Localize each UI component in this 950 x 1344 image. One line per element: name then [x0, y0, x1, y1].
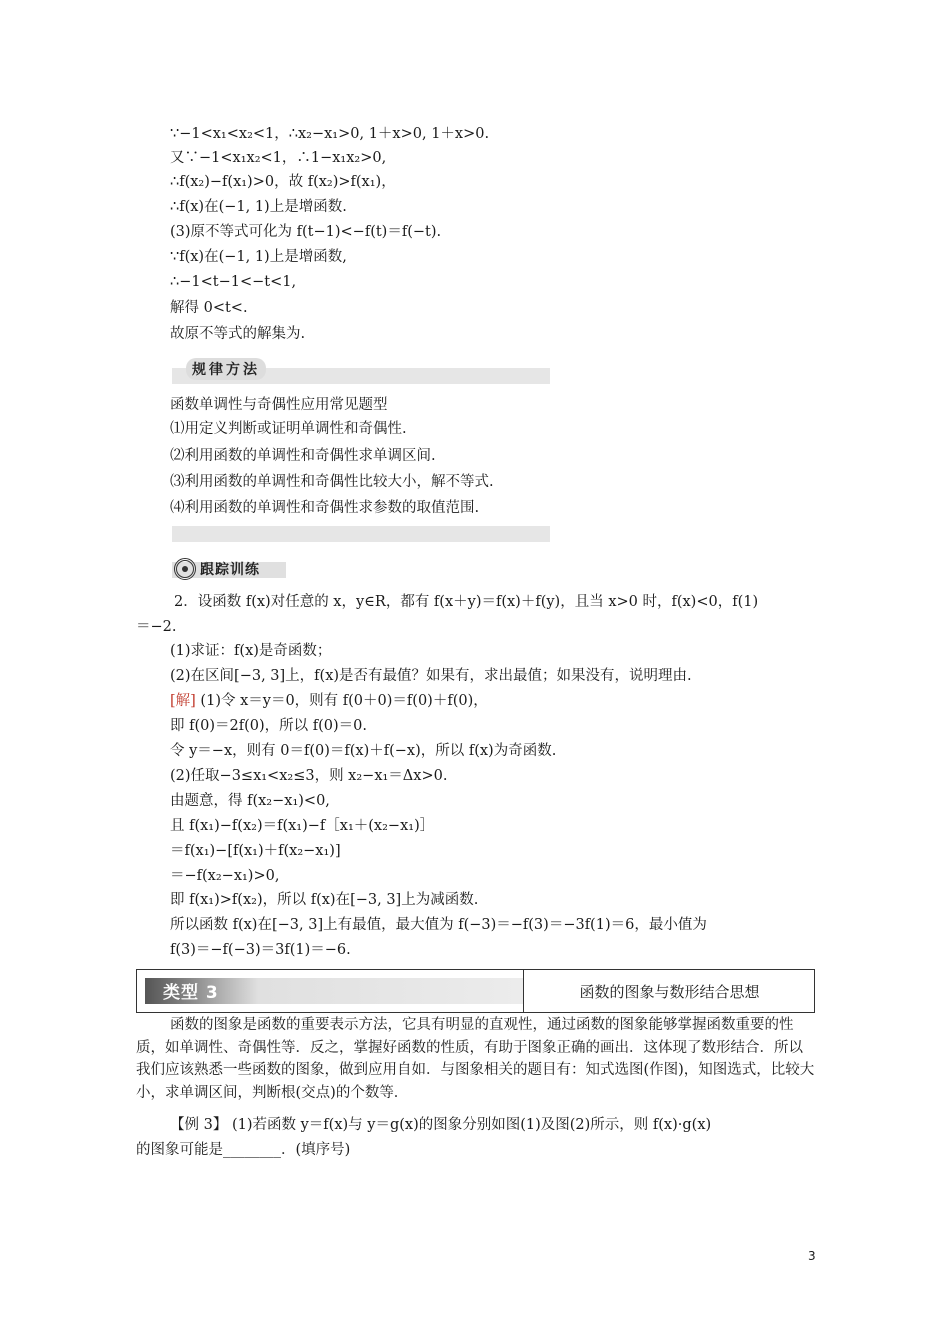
conclusion-line: f(3)＝−f(−3)＝3f(1)＝−6.	[170, 942, 351, 958]
example-tag: 【例 3】	[170, 1117, 228, 1133]
type3-label-area	[137, 970, 525, 1012]
practice-badge: 跟踪训练	[200, 562, 260, 578]
solution-line: 由题意，得 f(x₂−x₁)<0,	[170, 793, 330, 809]
solution-line: (2)任取−3≤x₁<x₂≤3，则 x₂−x₁＝Δx>0.	[170, 768, 448, 784]
proof-line: 解得 0<t<.	[170, 300, 248, 316]
method-line: ⑵利用函数的单调性和奇偶性求单调区间.	[170, 448, 436, 464]
proof-line: (3)原不等式可化为 f(t−1)<−f(t)＝f(−t).	[170, 224, 442, 240]
proof-line: 故原不等式的解集为.	[170, 326, 306, 342]
type3-label: 类型 3	[163, 983, 219, 1003]
solution-line: ＝−f(x₂−x₁)>0,	[170, 868, 280, 884]
example-line: 的图象可能是________．(填序号)	[136, 1142, 351, 1158]
question-1: (1)求证：f(x)是奇函数；	[170, 643, 332, 659]
proof-line: ∴f(x₂)−f(x₁)>0，故 f(x₂)>f(x₁)，	[170, 174, 396, 190]
solution-line: ＝f(x₁)−[f(x₁)＋f(x₂−x₁)]	[170, 843, 341, 859]
type3-divider	[523, 970, 524, 1012]
type3-header	[136, 969, 815, 1013]
target-icon	[174, 558, 196, 580]
page-number: 3	[808, 1249, 816, 1263]
proof-line: 又∵−1<x₁x₂<1，∴1−x₁x₂>0,	[170, 150, 387, 166]
conclusion-line: 所以函数 f(x)在[−3, 3]上有最值，最大值为 f(−3)＝−f(3)＝−3f(1)＝6，最小值为	[170, 917, 707, 933]
solution-tag: [解]	[170, 693, 196, 709]
solution-first-line	[170, 691, 488, 711]
solution-line: 令 y＝−x，则有 0＝f(0)＝f(x)＋f(−x)，所以 f(x)为奇函数.	[170, 743, 557, 759]
question-2: (2)在区间[−3, 3]上，f(x)是否有最值？如果有，求出最值；如果没有，说明理由.	[170, 668, 692, 684]
solution-text: (1)令 x＝y＝0，则有 f(0＋0)＝f(0)＋f(0)，	[195, 693, 488, 709]
method-footer-bar	[172, 526, 550, 542]
example-line	[170, 1115, 711, 1135]
intro-paragraph: 函数的图象是函数的重要表示方法，它具有明显的直观性，通过函数的图象能够掌握函数重要的性质，如单调性、奇偶性等．反之，掌握好函数的性质，有助于图象正确的画出．这体现了数形结合．所以我们应该熟悉一些函数的图象，做到应用自如．与图象相关的题目有：知式选图(作图)，知图选式，比较大小，求单调区间，判断根(交点)的个数等．	[136, 1017, 815, 1101]
proof-line: ∵f(x)在(−1, 1)上是增函数,	[170, 249, 347, 265]
type3-title: 函数的图象与数形结合思想	[579, 983, 760, 1001]
proof-line: ∵−1<x₁<x₂<1，∴x₂−x₁>0, 1＋x>0, 1＋x>0.	[170, 126, 490, 142]
proof-line: ∴f(x)在(−1, 1)上是增函数.	[170, 199, 347, 215]
method-line: 函数单调性与奇偶性应用常见题型	[170, 397, 388, 413]
example-text: (1)若函数 y＝f(x)与 y＝g(x)的图象分别如图(1)及图(2)所示，则 f(x)·g(x)	[227, 1117, 712, 1133]
method-line: ⑶利用函数的单调性和奇偶性比较大小，解不等式.	[170, 474, 494, 490]
solution-line: 即 f(0)＝2f(0)，所以 f(0)＝0.	[170, 718, 367, 734]
solution-line: 且 f(x₁)−f(x₂)＝f(x₁)−f［x₁＋(x₂−x₁)］	[170, 818, 435, 834]
method-badge: 规律方法	[186, 358, 266, 380]
method-line: ⑴用定义判断或证明单调性和奇偶性.	[170, 421, 407, 437]
problem-line: ＝−2.	[136, 619, 177, 635]
problem-line: 2．设函数 f(x)对任意的 x，y∈R，都有 f(x＋y)＝f(x)＋f(y)，且当 x>0 时，f(x)<0，f(1)	[174, 594, 759, 610]
proof-line: ∴−1<t−1<−t<1,	[170, 274, 297, 290]
solution-line: 即 f(x₁)>f(x₂)，所以 f(x)在[−3, 3]上为减函数.	[170, 892, 479, 908]
method-line: ⑷利用函数的单调性和奇偶性求参数的取值范围.	[170, 500, 480, 516]
